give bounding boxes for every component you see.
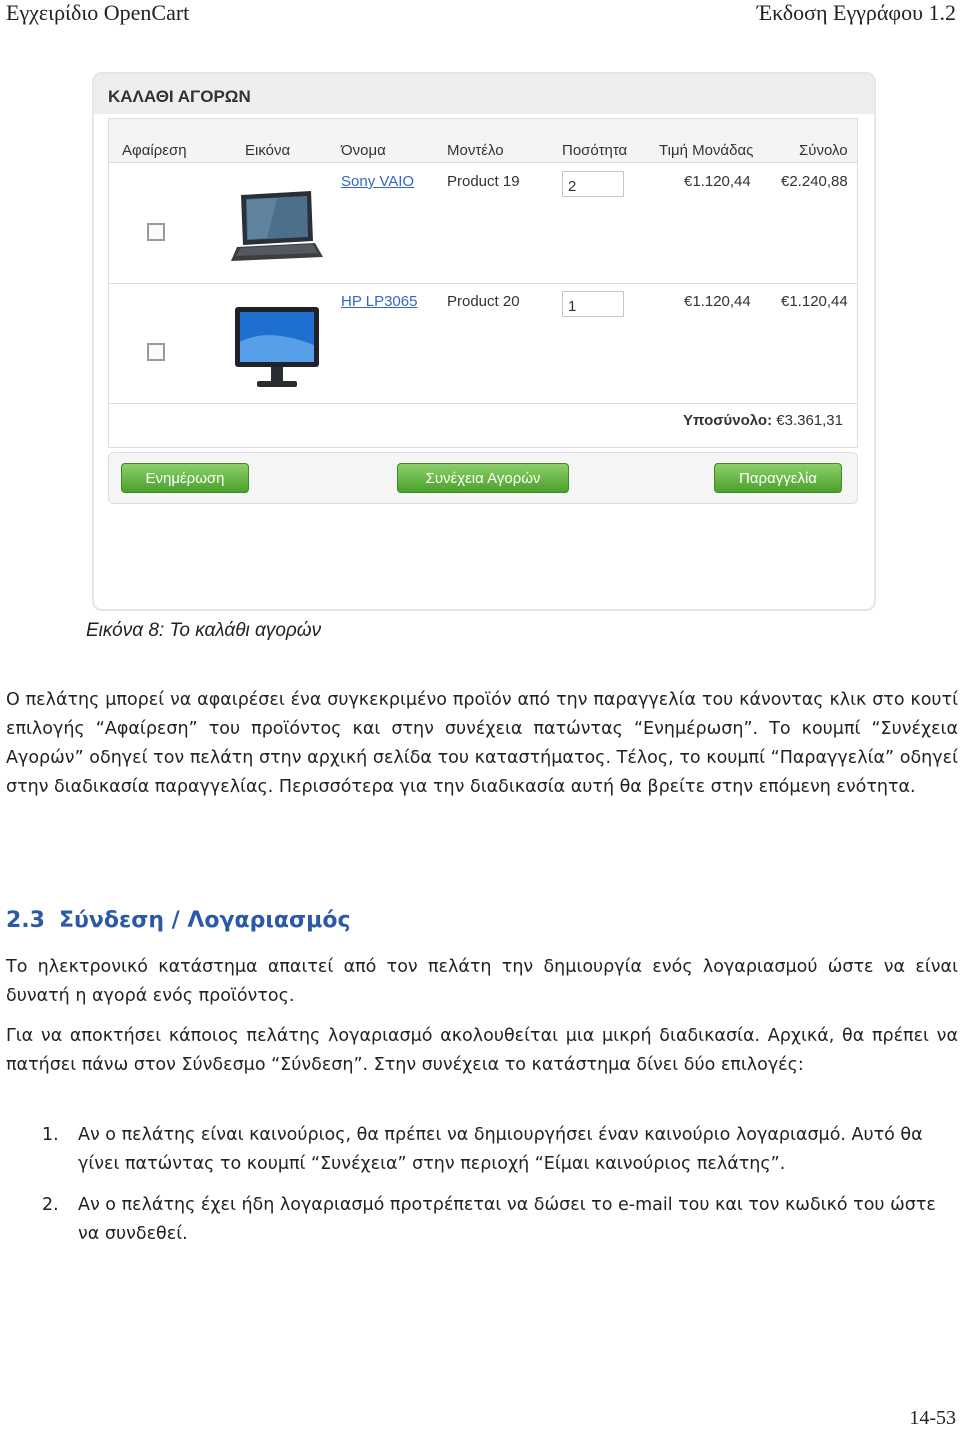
paragraph-cart-description: Ο πελάτης μπορεί να αφαιρέσει ένα συγκεκριμένο προϊόν από την παραγγελία του κάνοντας κλικ στο κουτί επιλογής “Αφαίρεση” του προϊόντος και στην συνέχεια πατώντας “Ενημέρωση”. Το κουμπί “Συνέχεια Αγορών” οδηγεί τον πελάτη στην αρχική σελίδα του καταστήματος. Τέλος, το κουμπί “Παραγγελία” οδηγεί στην διαδικασία παραγγελίας. Περισσότερα για την διαδικασία αυτή θα βρείτε στην επόμενη ενότητα. — [6, 690, 958, 797]
column-name: Όνομα — [341, 142, 386, 159]
remove-checkbox[interactable] — [147, 343, 165, 361]
figure-caption: Εικόνα 8: Το καλάθι αγορών — [86, 620, 322, 641]
monitor-image — [227, 297, 327, 397]
unit-price: €1.120,44 — [684, 173, 751, 190]
paragraph-account-process: Για να αποκτήσει κάποιος πελάτης λογαριασμό ακολουθείται μια μικρή διαδικασία. Αρχικά, θα πρέπει να πατήσει πάνω στον Σύνδεσμο “Σύνδεση”. Στην συνέχεια το κατάστημα δίνει δύο επιλογές: — [6, 1026, 958, 1075]
subtotal-value: €3.361,31 — [776, 412, 843, 429]
laptop-image — [227, 177, 327, 277]
cart-actions-bar — [108, 452, 858, 504]
cart-title: ΚΑΛΑΘΙ ΑΓΟΡΩΝ — [108, 87, 251, 106]
line-total: €2.240,88 — [781, 173, 848, 190]
column-image: Εικόνα — [245, 142, 291, 159]
cart-title-bar — [94, 74, 874, 114]
checkout-button[interactable]: Παραγγελία — [714, 463, 842, 493]
cart-table — [108, 118, 858, 448]
list-number: 1. — [42, 1125, 59, 1145]
quantity-input[interactable]: 1 — [562, 291, 624, 317]
table-row — [109, 283, 857, 404]
product-model: Product 19 — [447, 173, 520, 190]
subtotal — [683, 412, 843, 429]
subtotal-label: Υποσύνολο: — [683, 412, 773, 429]
column-quantity: Ποσότητα — [562, 142, 628, 159]
section-number: 2.3 — [6, 908, 45, 933]
page-number: 14-53 — [909, 1407, 956, 1429]
list-text: Αν ο πελάτης έχει ήδη λογαριασμό προτρέπεται να δώσει το e-mail του και τον κωδικό του ώστε να συνδεθεί. — [78, 1195, 936, 1244]
cart-table-header — [109, 119, 857, 163]
product-name-link[interactable]: HP LP3065 — [341, 293, 418, 310]
column-model: Μοντέλο — [447, 142, 504, 159]
list-number: 2. — [42, 1195, 59, 1215]
column-remove: Αφαίρεση — [122, 142, 187, 159]
quantity-input[interactable]: 2 — [562, 171, 624, 197]
section-title: Σύνδεση / Λογαριασμός — [58, 908, 351, 933]
section-heading — [6, 908, 351, 933]
unit-price: €1.120,44 — [684, 293, 751, 310]
update-button[interactable]: Ενημέρωση — [121, 463, 249, 493]
list-text: Αν ο πελάτης είναι καινούριος, θα πρέπει να δημιουργήσει έναν καινούριο λογαριασμό. Αυτό θα γίνει πατώντας το κουμπί “Συνέχεια” στην περιοχή “Είμαι καινούριος πελάτης”. — [78, 1125, 923, 1174]
column-total: Σύνολο — [799, 142, 848, 159]
line-total: €1.120,44 — [781, 293, 848, 310]
remove-checkbox[interactable] — [147, 223, 165, 241]
product-model: Product 20 — [447, 293, 520, 310]
header-version: Έκδοση Εγγράφου 1.2 — [756, 0, 956, 25]
continue-shopping-button[interactable]: Συνέχεια Αγορών — [397, 463, 569, 493]
paragraph-account-required: Το ηλεκτρονικό κατάστημα απαιτεί από τον πελάτη την δημιουργία ενός λογαριασμού ώστε να είναι δυνατή η αγορά ενός προϊόντος. — [6, 957, 958, 1006]
table-row — [109, 163, 857, 284]
header-left-title: Εγχειρίδιο OpenCart — [6, 0, 190, 25]
product-name-link[interactable]: Sony VAIO — [341, 173, 415, 190]
cart-screenshot-figure — [92, 72, 876, 611]
column-unit-price: Τιμή Μονάδας — [659, 142, 754, 159]
